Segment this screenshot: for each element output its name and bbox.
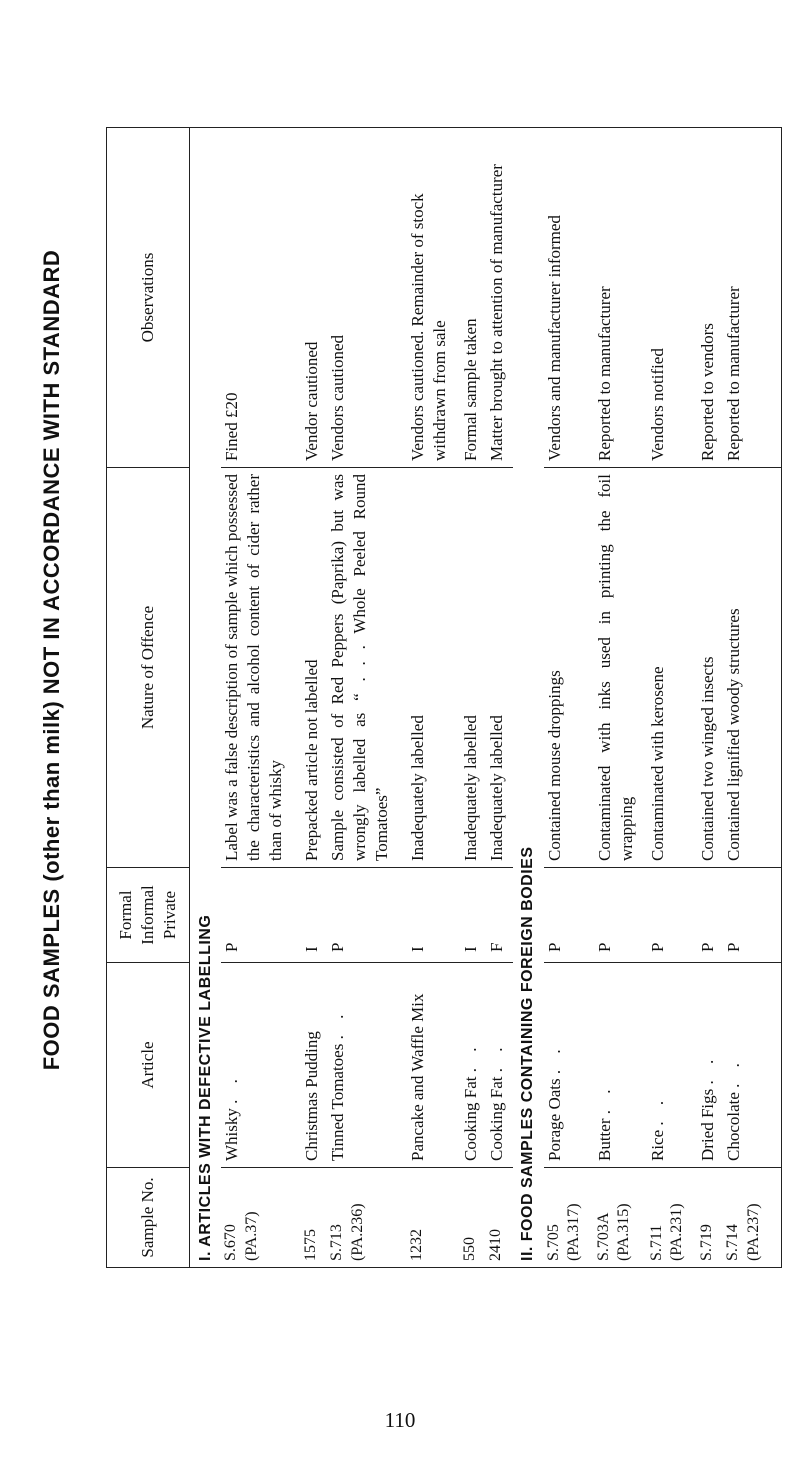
table-bottom-spacer bbox=[773, 128, 782, 1268]
article-cell: Dried Figs . . bbox=[697, 963, 724, 1168]
header-sample-no: Sample No. bbox=[107, 1168, 190, 1268]
table-row bbox=[460, 128, 487, 1268]
observations-cell: Reported to manufacturer bbox=[723, 128, 773, 468]
sample-type-cell: P bbox=[723, 868, 773, 963]
sample-type-cell: F bbox=[486, 868, 513, 963]
nature-of-offence-cell: Prepacked article not labelled bbox=[301, 468, 328, 868]
nature-of-offence-cell: Sample consisted of Red Peppers (Paprika) but was wrongly labelled as “ . . . Whole Peeled Round Tomatoes” bbox=[327, 468, 407, 868]
sample-number-cell: 2410 bbox=[486, 1168, 513, 1268]
nature-of-offence-cell: Contaminated with inks used in printing the foil wrapping bbox=[594, 468, 647, 868]
table-row bbox=[486, 128, 513, 1268]
header-nature-of-offence: Nature of Offence bbox=[107, 468, 190, 868]
table-row bbox=[697, 128, 724, 1268]
article-cell: Cooking Fat . . bbox=[460, 963, 487, 1168]
article-cell: Christmas Pudding bbox=[301, 963, 328, 1168]
observations-cell: Vendor cautioned bbox=[301, 128, 328, 468]
observations-cell: Vendors and manufacturer informed bbox=[544, 128, 594, 468]
nature-of-offence-cell: Contained lignified woody structures bbox=[723, 468, 773, 868]
samples-table bbox=[106, 127, 782, 1268]
table-row bbox=[647, 128, 697, 1268]
sample-type-cell: I bbox=[460, 868, 487, 963]
page-title: FOOD SAMPLES (other than milk) NOT IN ACCORDANCE WITH STANDARD bbox=[39, 249, 64, 1071]
table-row bbox=[301, 128, 328, 1268]
nature-of-offence-cell: Inadequately labelled bbox=[460, 468, 487, 868]
nature-of-offence-cell: Inadequately labelled bbox=[486, 468, 513, 868]
observations-cell: Formal sample taken bbox=[460, 128, 487, 468]
sample-number-cell: S.713 (PA.236) bbox=[327, 1168, 407, 1268]
sample-type-cell: P bbox=[544, 868, 594, 963]
header-formal-informal-private: Formal Informal Private bbox=[107, 868, 190, 963]
observations-cell: Vendors cautioned. Remainder of stock withdrawn from sale bbox=[407, 128, 460, 468]
sample-number-cell: 1232 bbox=[407, 1168, 460, 1268]
observations-cell: Vendors cautioned bbox=[327, 128, 407, 468]
nature-of-offence-cell: Contained mouse droppings bbox=[544, 468, 594, 868]
page-number: 110 bbox=[384, 1408, 416, 1432]
sample-type-cell: P bbox=[647, 868, 697, 963]
article-cell: Butter . . bbox=[594, 963, 647, 1168]
section-heading-row bbox=[513, 128, 544, 1268]
observations-cell: Vendors notified bbox=[647, 128, 697, 468]
sample-type-cell: P bbox=[594, 868, 647, 963]
observations-cell: Reported to manufacturer bbox=[594, 128, 647, 468]
header-article: Article bbox=[107, 963, 190, 1168]
observations-cell: Matter brought to attention of manufacturer bbox=[486, 128, 513, 468]
section-heading-row bbox=[190, 128, 222, 1268]
section-heading-defective-labelling: I. ARTICLES WITH DEFECTIVE LABELLING bbox=[190, 128, 222, 1268]
sample-number-cell: 1575 bbox=[301, 1168, 328, 1268]
observations-cell: Reported to vendors bbox=[697, 128, 724, 468]
article-cell: Cooking Fat . . bbox=[486, 963, 513, 1168]
nature-of-offence-cell: Contained two winged insects bbox=[697, 468, 724, 868]
table-header-row bbox=[107, 128, 190, 1268]
sample-type-cell: P bbox=[221, 868, 301, 963]
article-cell: Whisky . . bbox=[221, 963, 301, 1168]
observations-cell: Fined £20 bbox=[221, 128, 301, 468]
sample-number-cell: S.711 (PA.231) bbox=[647, 1168, 697, 1268]
article-cell: Tinned Tomatoes . . bbox=[327, 963, 407, 1168]
table-row bbox=[594, 128, 647, 1268]
table-row bbox=[723, 128, 773, 1268]
sample-number-cell: S.719 bbox=[697, 1168, 724, 1268]
header-observations: Observations bbox=[107, 128, 190, 468]
sample-number-cell: S.714 (PA.237) bbox=[723, 1168, 773, 1268]
article-cell: Porage Oats . . bbox=[544, 963, 594, 1168]
sample-type-cell: I bbox=[407, 868, 460, 963]
table-row bbox=[544, 128, 594, 1268]
sample-number-cell: 550 bbox=[460, 1168, 487, 1268]
sample-type-cell: P bbox=[327, 868, 407, 963]
article-cell: Chocolate . . bbox=[723, 963, 773, 1168]
rotated-table-wrapper bbox=[106, 128, 782, 1268]
table-row bbox=[407, 128, 460, 1268]
article-cell: Rice . . bbox=[647, 963, 697, 1168]
sample-number-cell: S.705 (PA.317) bbox=[544, 1168, 594, 1268]
table-row bbox=[327, 128, 407, 1268]
section-heading-foreign-bodies: II. FOOD SAMPLES CONTAINING FOREIGN BODIES bbox=[513, 128, 544, 1268]
nature-of-offence-cell: Contaminated with kerosene bbox=[647, 468, 697, 868]
article-cell: Pancake and Waffle Mix bbox=[407, 963, 460, 1168]
nature-of-offence-cell: Inadequately labelled bbox=[407, 468, 460, 868]
table-row bbox=[221, 128, 301, 1268]
sample-number-cell: S.703A (PA.315) bbox=[594, 1168, 647, 1268]
sample-type-cell: I bbox=[301, 868, 328, 963]
nature-of-offence-cell: Label was a false description of sample which possessed the characteristics and alcohol content of cider rather than of whisky bbox=[221, 468, 301, 868]
sample-number-cell: S.670 (PA.37) bbox=[221, 1168, 301, 1268]
sample-type-cell: P bbox=[697, 868, 724, 963]
